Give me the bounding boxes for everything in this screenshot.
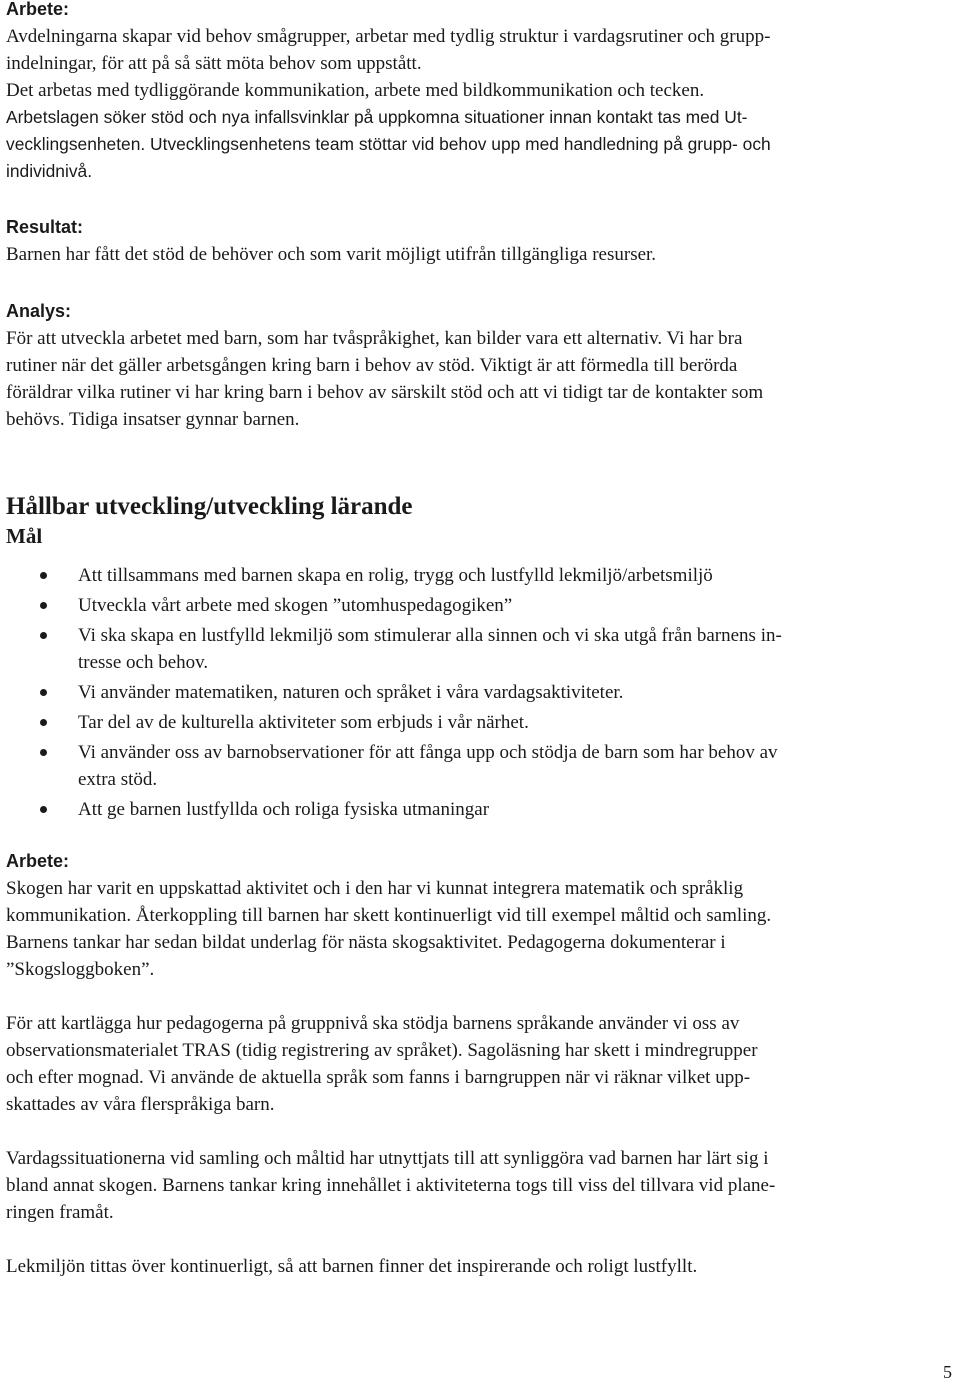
page-number: 5 [943,1362,952,1382]
hallbar-section [6,492,954,826]
bullet-icon [40,602,47,609]
paragraph-line: Barnens tankar har sedan bildat underlag för nästa skogsaktivitet. Pedagogerna dokumenterar i [6,932,726,953]
paragraph [6,875,775,983]
resultat-text: Barnen har fått det stöd de behöver och som varit möjligt utifrån tillgängliga resurser. [6,244,657,265]
analys-section [6,298,763,433]
arbete-line: Det arbetas med tydliggörande kommunikation, arbete med bildkommunikation och tecken. [6,80,705,101]
list-item [6,739,954,793]
paragraph-line: bland annat skogen. Barnens tankar kring innehållet i aktiviteterna togs till viss del tillvara vid plane- [6,1175,776,1196]
paragraph-line: Vardagssituationerna vid samling och måltid har utnyttjats till att synliggöra vad barnen har lärt sig i [6,1148,769,1169]
list-item [6,709,954,736]
goal-line: Tar del av de kulturella aktiviteter som erbjuds i vår närhet. [78,712,529,733]
analys-line: rutiner när det gäller arbetsgången kring barn i behov av stöd. Viktigt är att förmedla till berörda [6,355,738,376]
bullet-icon [40,632,47,639]
goals-label: Mål [6,524,43,548]
list-item [6,592,954,619]
resultat-section [6,214,656,268]
analys-label: Analys: [6,301,72,321]
paragraph-line: kommunikation. Återkoppling till barnen har skett kontinuerligt vid till exempel måltid och samling. [6,905,772,926]
goal-line: Vi ska skapa en lustfylld lekmiljö som stimulerar alla sinnen och vi ska utgå från barnens in- [78,625,782,646]
goals-list [6,562,954,823]
section-title: Hållbar utveckling/utveckling lärande [6,493,413,520]
goal-line: Utveckla vårt arbete med skogen ”utomhuspedagogiken” [78,595,513,616]
arbete-section-1 [6,0,771,185]
paragraph [6,1010,775,1118]
list-item [6,679,954,706]
arbete-label-2: Arbete: [6,851,70,871]
resultat-label: Resultat: [6,217,84,237]
paragraph-line: observationsmaterialet TRAS (tidig registrering av språket). Sagoläsning har skett i mindregrupper [6,1040,758,1061]
goal-line: Att ge barnen lustfyllda och roliga fysiska utmaningar [78,799,490,820]
analys-line: föräldrar vilka rutiner vi har kring barn i behov av särskilt stöd och att vi tidigt tar de kontakter som [6,382,764,403]
list-item [6,622,954,676]
paragraph-line: För att kartlägga hur pedagogerna på gruppnivå ska stödja barnens språkande använder vi oss av [6,1013,740,1034]
goal-line: Vi använder oss av barnobservationer för att fånga upp och stödja de barn som har behov av [78,742,778,763]
paragraph-line: och efter mognad. Vi använde de aktuella språk som fanns i barngruppen när vi räknar vilket upp- [6,1067,751,1088]
arbete-line: Avdelningarna skapar vid behov smågrupper, arbetar med tydlig struktur i vardagsrutiner och grupp- [6,26,771,47]
arbete-line: Arbetslagen söker stöd och nya infallsvinklar på uppkomna situationer innan kontakt tas med Ut- [6,107,748,127]
arbete-section-2 [6,848,775,1280]
bullet-icon [40,749,47,756]
bullet-icon [40,806,47,813]
paragraph [6,1145,775,1226]
paragraph-line: skattades av våra flerspråkiga barn. [6,1094,275,1115]
paragraph [6,1253,775,1280]
paragraph-line: ”Skogsloggboken”. [6,959,155,980]
bullet-icon [40,719,47,726]
list-item [6,562,954,589]
analys-line: För att utveckla arbetet med barn, som har tvåspråkighet, kan bilder vara ett alternativ. Vi har bra [6,328,743,349]
arbete-line: vecklingsenheten. Utvecklingsenhetens team stöttar vid behov upp med handledning på grupp- och [6,134,771,154]
bullet-icon [40,572,47,579]
paragraph-line: Skogen har varit en uppskattad aktivitet och i den har vi kunnat integrera matematik och språklig [6,878,744,899]
goal-line: Vi använder matematiken, naturen och språket i våra vardagsaktiviteter. [78,682,624,703]
bullet-icon [40,689,47,696]
goal-line: extra stöd. [78,769,158,790]
goal-line: Att tillsammans med barnen skapa en rolig, trygg och lustfylld lekmiljö/arbetsmiljö [78,565,713,586]
arbete-label-1: Arbete: [6,0,70,19]
arbete-line: individnivå. [6,161,93,181]
paragraph-line: Lekmiljön tittas över kontinuerligt, så att barnen finner det inspirerande och roligt lustfyllt. [6,1256,698,1277]
analys-line: behövs. Tidiga insatser gynnar barnen. [6,409,300,430]
paragraph-line: ringen framåt. [6,1202,114,1223]
arbete-line: indelningar, för att på så sätt möta behov som uppstått. [6,53,422,74]
goal-line: tresse och behov. [78,652,209,673]
list-item [6,796,954,823]
